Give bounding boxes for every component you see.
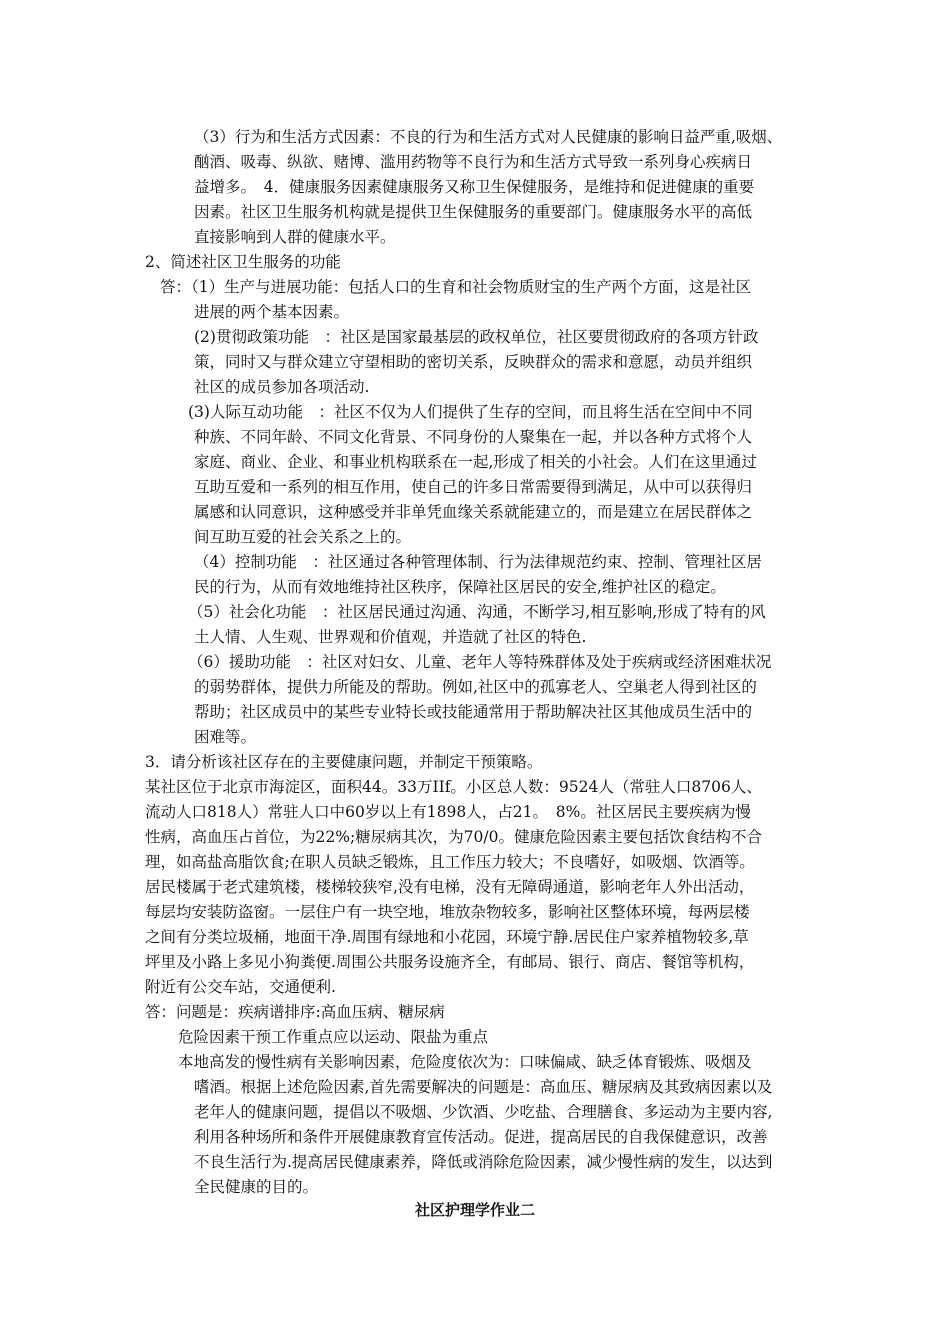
text-line: 每层均安装防盗窗。一层住户有一块空地，堆放杂物较多，影响社区整体环境，每两层楼 [145,903,750,921]
text-line: （6）援助功能 ：社区对妇女、儿童、老年人等特殊群体及处于疾病或经济困难状况 [188,653,772,671]
text-line: 直接影响到人群的健康水平。 [194,228,396,246]
text-line: 家庭、商业、企业、和事业机构联系在一起,形成了相关的小社会。人们在这里通过 [194,453,757,471]
text-line: 民的行为，从而有效地维持社区秩序，保障社区居民的安全,维护社区的稳定。 [194,578,726,596]
text-line: 种族、不同年龄、不同文化背景、不同身份的人聚集在一起，并以各种方式将个人 [194,428,753,446]
answer-2-item-6 [188,650,771,750]
text-line: 附近有公交车站，交通便利. [145,978,336,996]
text-line: 酗酒、吸毒、纵欲、赌博、滥用药物等不良行为和生活方式导致一系列身心疾病日 [194,153,753,171]
text-line: 帮助；社区成员中的某些专业特长或技能通常用于帮助解决社区其他成员生活中的 [194,703,753,721]
text-line: 互助互爱和一系列的相互作用，使自己的许多日常需要得到满足，从中可以获得归 [194,478,753,496]
answer-3 [145,1000,488,1050]
heading-text: 2、简述社区卫生服务的功能 [145,253,341,271]
text-line: （4）控制功能 ：社区通过各种管理体制、行为法律规范约束、控制、管理社区居 [194,553,762,571]
text-line: 流动人口818人）常驻人口中60岁以上有1898人，占21。 8%。社区居民主要疾病为慢 [145,803,751,821]
text-line: 策，同时又与群众建立守望相助的密切关系，反映群众的需求和意愿，动员并组织 [194,353,753,371]
text-line: 利用各种场所和条件开展健康教育宣传活动。促进，提高居民的自我保健意识，改善 [194,1128,768,1146]
health-factors-paragraph [194,125,834,250]
question-3-heading [145,750,542,775]
question-2-heading [145,250,341,275]
answer-2-item-3 [188,400,757,550]
text-line: 的弱势群体，提供力所能及的帮助。例如,社区中的孤寡老人、空巢老人得到社区的 [194,678,757,696]
text-line: (3)人际互动功能 ：社区不仅为人们提供了生存的空间，而且将生活在空间中不同 [188,403,753,421]
text-line: 答：（1）生产与进展功能：包括人口的生育和社会物质财宝的生产两个方面，这是社区 [160,278,752,296]
text-line: 益增多。 4．健康服务因素健康服务又称卫生保健服务，是维持和促进健康的重要 [194,178,755,196]
text-line: 因素。社区卫生服务机构就是提供卫生保健服务的重要部门。健康服务水平的高低 [194,203,753,221]
answer-2-item-5 [188,600,766,650]
answer-2-item-4 [194,550,762,600]
text-line: 属感和认同意识，这种感受并非单凭血缘关系就能建立的，而是建立在居民群体之 [194,503,753,521]
text-line: 间互助互爱的社会关系之上的。 [194,528,412,546]
heading-text: 3．请分析该社区存在的主要健康问题，并制定干预策略。 [145,753,543,771]
text-line: 坪里及小路上多见小狗粪便.周围公共服务设施齐全，有邮局、银行、商店、餐馆等机构， [145,953,755,971]
text-line: 危险因素干预工作重点应以运动、限盐为重点 [178,1028,489,1046]
text-line: 全民健康的目的。 [194,1178,319,1196]
text-line: 困难等。 [194,728,257,746]
text-line: 不良生活行为.提高居民健康素养，降低或消除危险因素，减少慢性病的发生，以达到 [194,1153,773,1171]
text-line: 土人情、人生观、世界观和价值观，并造就了社区的特色. [194,628,587,646]
answer-2-item-1 [160,275,751,325]
text-line: （3）行为和生活方式因素：不良的行为和生活方式对人民健康的影响日益严重,吸烟、 [194,128,783,146]
section-title [0,1198,950,1223]
text-line: 居民楼属于老式建筑楼，楼梯较狭窄,没有电梯，没有无障碍通道，影响老年人外出活动， [145,878,755,896]
text-line: 本地高发的慢性病有关影响因素，危险度依次为：口味偏咸、缺乏体育锻炼、吸烟及 [178,1053,752,1071]
text-line: 老年人的健康问题，提倡以不吸烟、少饮酒、少吃盐、合理膳食、多运动为主要内容, [194,1103,773,1121]
text-line: 答：问题是：疾病谱排序:高血压病、糖尿病 [145,1003,445,1021]
text-line: 之间有分类垃圾桶，地面干净.周围有绿地和小花园，环境宁静.居民住户家养植物较多,草 [145,928,749,946]
question-3-case [145,775,762,1000]
text-line: 进展的两个基本因素。 [194,303,350,321]
text-line: (2)贯彻政策功能 ：社区是国家最基层的政权单位，社区要贯彻政府的各项方针政 [194,328,759,346]
text-line: 某社区位于北京市海淀区，面积44。33万IIf。小区总人数：9524人（常驻人口8706人、 [145,778,762,796]
text-line: （5）社会化功能 ：社区居民通过沟通、沟通，不断学习,相互影响,形成了特有的风 [188,603,766,621]
text-line: 性病，高血压占首位，为22%;糖尿病其次，为70/0。健康危险因素主要包括饮食结构不合 [145,828,762,846]
answer-2-item-2 [194,325,758,400]
text-line: 理，如高盐高脂饮食;在职人员缺乏锻炼，且工作压力较大；不良嗜好，如吸烟、饮酒等。 [145,853,755,871]
text-line: 嗜酒。根据上述危险因素,首先需要解决的问题是：高血压、糖尿病及其致病因素以及 [194,1078,773,1096]
answer-3-paragraph [178,1050,772,1200]
section-title-text: 社区护理学作业二 [414,1201,535,1219]
text-line: 社区的成员参加各项活动. [194,378,370,396]
